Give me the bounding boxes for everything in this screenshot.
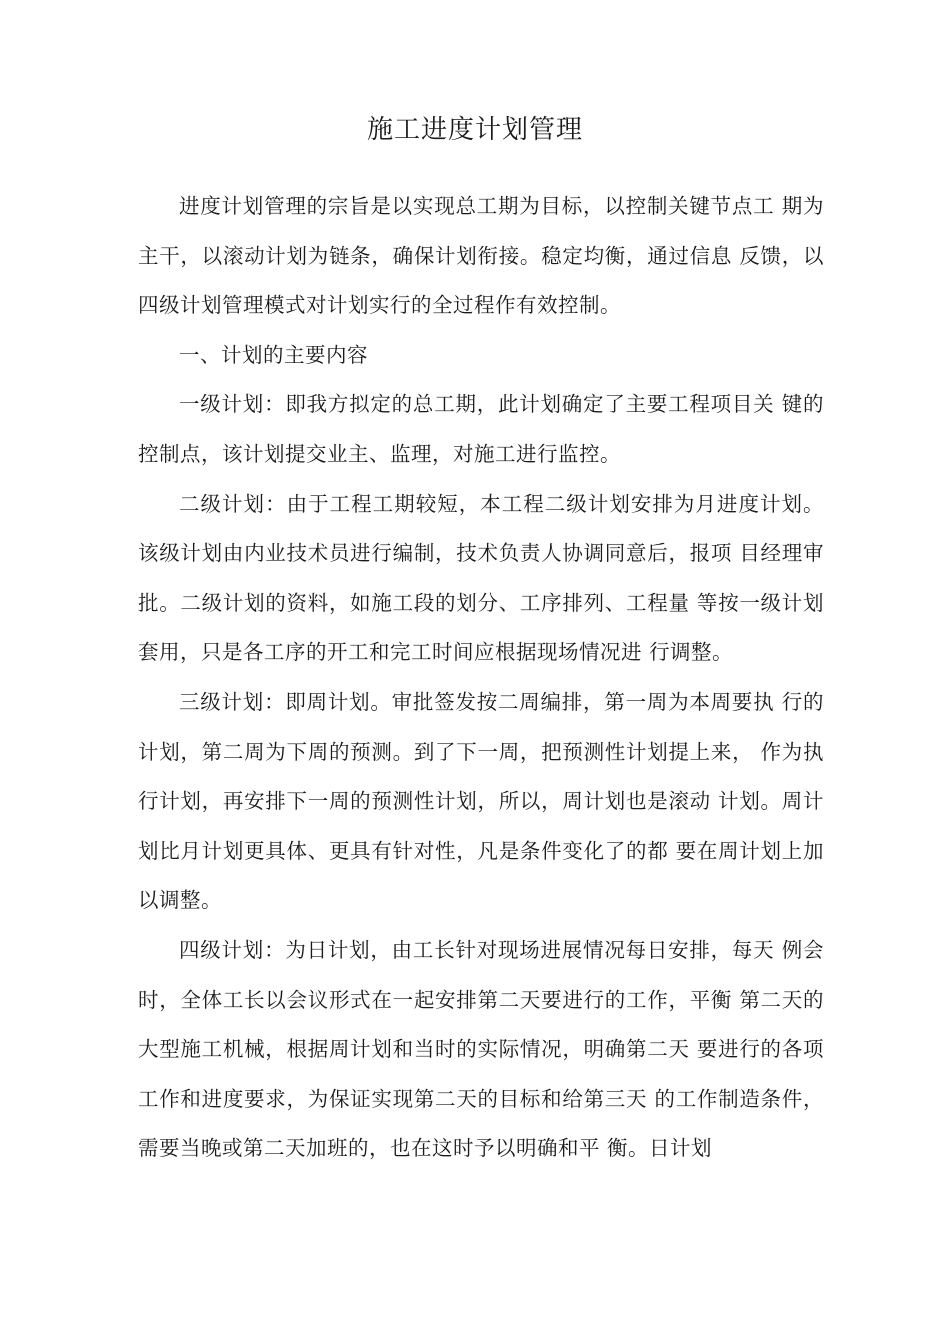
document-body <box>138 182 824 1174</box>
paragraph-level-two-plan: 二级计划：由于工程工期较短，本工程二级计划安排为月进度计划。该级计划由内业技术员进行编制，技术负责人协调同意后，报项 目经理审批。二级计划的资料，如施工段的划分、工序排列、工程量 等按一级计划套用，只是各工序的开工和完工时间应根据现场情况进 行调整。 <box>138 491 824 665</box>
paragraph-level-one-plan: 一级计划：即我方拟定的总工期，此计划确定了主要工程项目关 键的控制点，该计划提交业主、监理，对施工进行监控。 <box>138 392 824 466</box>
paragraph-intro: 进度计划管理的宗旨是以实现总工期为目标，以控制关键节点工 期为主干，以滚动计划为链条，确保计划衔接。稳定均衡，通过信息 反馈，以四级计划管理模式对计划实行的全过程作有效控制。 <box>138 194 824 318</box>
section-heading-plan-contents: 一、计划的主要内容 <box>179 342 368 367</box>
paragraph-level-three-plan: 三级计划：即周计划。审批签发按二周编排，第一周为本周要执 行的计划，第二周为下周的预测。到了下一周，把预测性计划提上来， 作为执行计划，再安排下一周的预测性计划，所以，周计划也是滚动 计划。周计划比月计划更具体、更具有针对性，凡是条件变化了的都 要在周计划上加以调整。 <box>138 689 824 913</box>
document-title: 施工进度计划管理 <box>366 115 583 145</box>
paragraph-level-four-plan: 四级计划：为日计划，由工长针对现场进展情况每日安排，每天 例会时，全体工长以会议形式在一起安排第二天要进行的工作，平衡 第二天的大型施工机械，根据周计划和当时的实际情况，明确第二天 要进行的各项工作和进度要求，为保证实现第二天的目标和给第三天 的工作制造条件，需要当晚或第二天加班的，也在这时予以明确和平 衡。日计划 <box>138 937 824 1161</box>
